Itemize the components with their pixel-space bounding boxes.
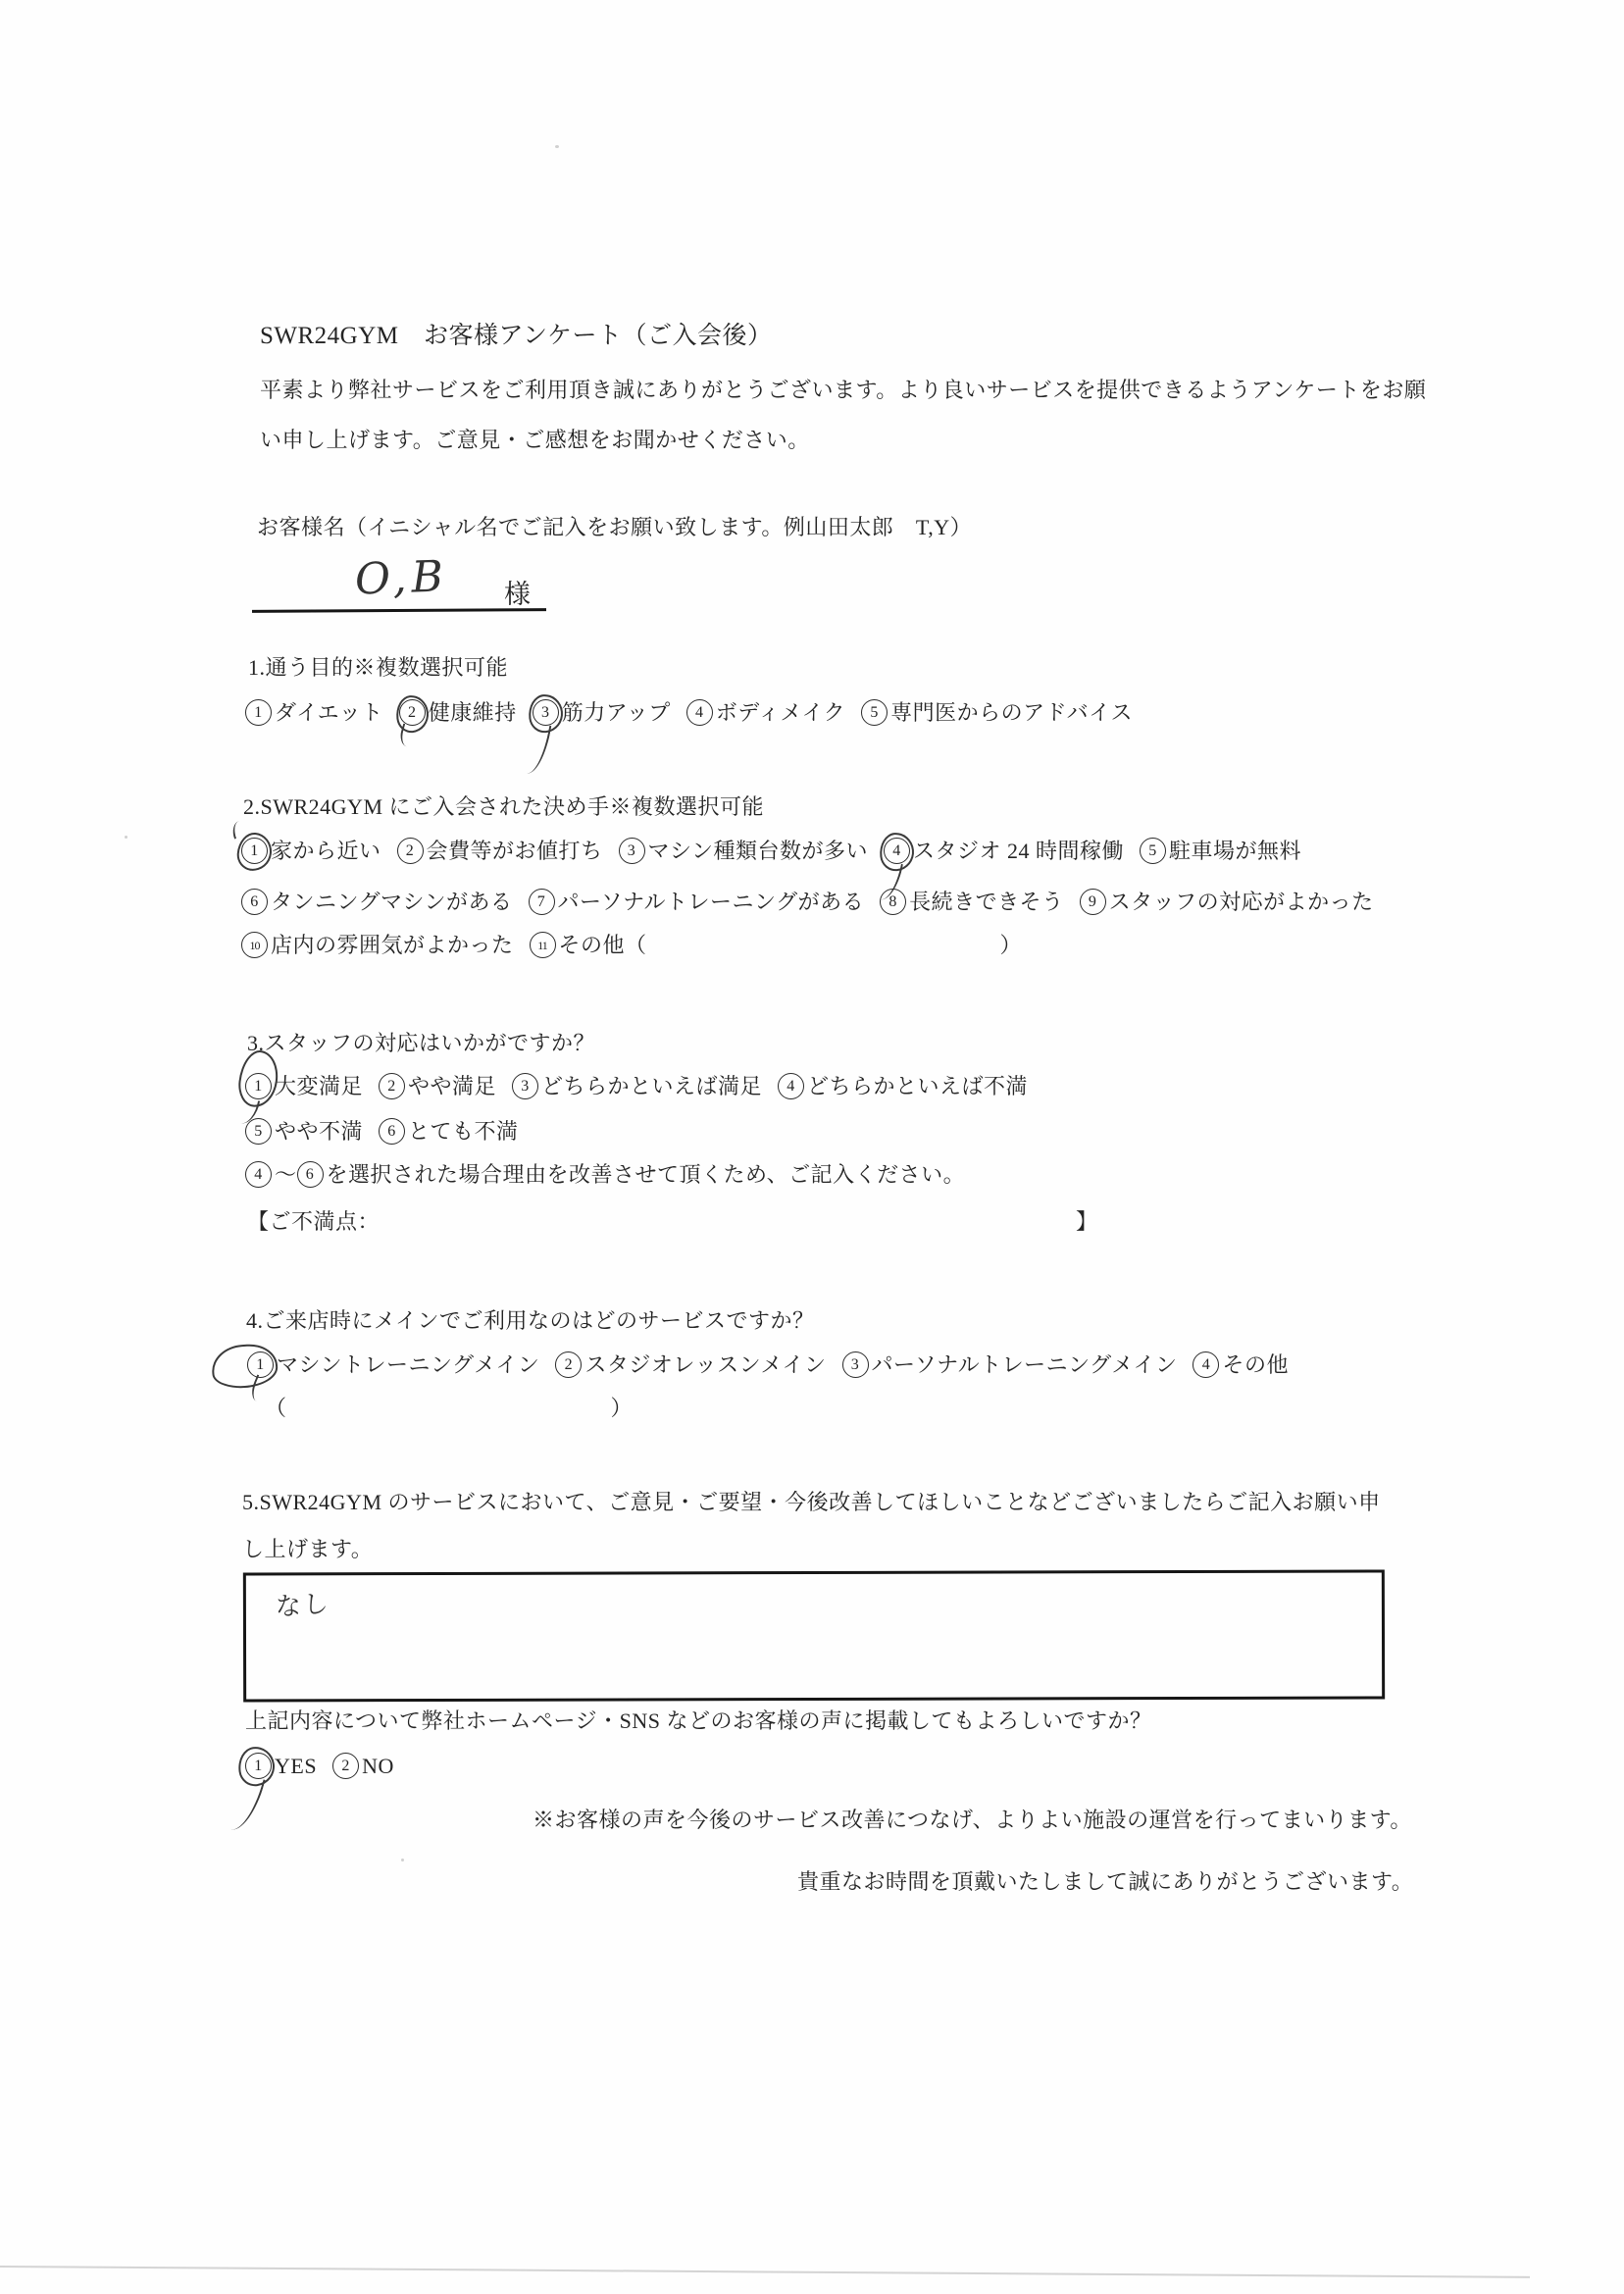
- q2-options-line2: [241, 888, 1374, 917]
- q2-header: 2.SWR24GYM にご入会された決め手※複数選択可能: [243, 794, 765, 819]
- complaint-open-bracket: 【ご不満点：: [247, 1209, 381, 1234]
- option-number-hand-circled: 1: [245, 1753, 272, 1779]
- option-label: どちらかといえば不満: [807, 1074, 1029, 1098]
- option-label: 店内の雰囲気がよかった: [271, 933, 514, 957]
- option-label: NO: [362, 1754, 394, 1778]
- option-2: [555, 1351, 826, 1380]
- name-label: お客様名（イニシャル名でご記入をお願い致します。例山田太郎 T,Y）: [257, 515, 973, 539]
- option-1: [241, 837, 381, 866]
- option-4: [686, 698, 845, 728]
- scan-artifact-line: [0, 2266, 1530, 2277]
- option-number-hand-circled: 1: [241, 838, 268, 864]
- option-label: ボディメイク: [715, 700, 846, 725]
- free-answer-box: [243, 1569, 1385, 1702]
- option-7: [529, 888, 865, 917]
- text-fragment: ～: [275, 1162, 297, 1187]
- option-number: 2: [332, 1753, 359, 1779]
- q5-header-line2: し上げます。: [242, 1537, 374, 1561]
- q3-options-line1: [245, 1072, 1028, 1101]
- option-9: [1080, 888, 1374, 917]
- option-number: 6: [241, 889, 268, 915]
- publish-options: [245, 1752, 394, 1781]
- option-number: 4: [1193, 1351, 1219, 1378]
- option-number: 10: [241, 932, 268, 958]
- option-number-hand-circled: 4: [884, 838, 910, 864]
- blank-answer-space: [287, 1413, 611, 1415]
- option-2: [399, 698, 517, 728]
- q1-header: 1.通う目的※複数選択可能: [248, 655, 509, 680]
- option-label: 会費等がお値打ち: [426, 839, 603, 863]
- handwritten-name: O,B: [354, 551, 449, 605]
- inline-circled-number: 4: [245, 1161, 272, 1188]
- option-number: 2: [397, 838, 424, 864]
- option-10: [241, 931, 514, 960]
- option-4: [884, 837, 1124, 866]
- option-label: 専門医からのアドバイス: [890, 700, 1133, 725]
- option-label: 長続きできそう: [909, 890, 1064, 914]
- footer-line2: 貴重なお時間を頂戴いたしまして誠にありがとうございます。: [797, 1869, 1414, 1894]
- option-number-hand-circled: 3: [533, 699, 559, 726]
- option-label: 健康維持: [428, 700, 517, 725]
- option-number: 4: [686, 699, 713, 726]
- text-fragment: を選択された場合理由を改善させて頂くため、ご記入ください。: [326, 1162, 966, 1187]
- option-number-hand-circled: 2: [399, 699, 426, 726]
- option-number: 2: [379, 1073, 405, 1099]
- intro-line-1: 平素より弊社サービスをご利用頂き誠にありがとうございます。より良いサービスを提供できるようアンケートをお願: [260, 378, 1427, 402]
- handwritten-answer: なし: [275, 1589, 330, 1623]
- option-label: マシン種類台数が多い: [647, 839, 868, 863]
- complaint-line: [247, 1207, 1098, 1237]
- option-5: [1140, 837, 1301, 866]
- option-label: 家から近い: [271, 839, 381, 863]
- option-label: 大変満足: [275, 1074, 364, 1098]
- name-underline: [252, 608, 546, 612]
- option-4: [1193, 1351, 1289, 1380]
- option-label: スタジオレッスンメイン: [584, 1352, 827, 1377]
- scan-artifact-speck: [401, 1859, 404, 1861]
- q3-header: 3.スタッフの対応はいかがですか？: [247, 1031, 596, 1055]
- scan-artifact-speck: [125, 836, 127, 839]
- option-4: [778, 1072, 1028, 1101]
- option-6: [379, 1117, 519, 1147]
- name-honorific: 様: [504, 580, 532, 609]
- blank-answer-space: [647, 944, 1000, 946]
- option-number: 7: [529, 889, 555, 915]
- q2-options-line1: [241, 837, 1301, 866]
- option-3: [533, 698, 671, 728]
- option-2: [379, 1072, 496, 1101]
- option-label: スタッフの対応がよかった: [1108, 890, 1374, 914]
- inline-circled-number: 6: [297, 1161, 324, 1188]
- option-number: 3: [512, 1073, 538, 1099]
- q5-header-line1: 5.SWR24GYM のサービスにおいて、ご意見・ご要望・今後改善してほしいことなどございましたらご記入お願い申: [242, 1490, 1381, 1514]
- option-number: 1: [245, 699, 272, 726]
- option-label: やや満足: [408, 1074, 497, 1098]
- option-label: タンニングマシンがある: [271, 890, 513, 914]
- option-8: [880, 888, 1064, 917]
- option-1: [247, 1351, 539, 1380]
- option-number: 8: [880, 889, 906, 915]
- option-3: [512, 1072, 762, 1101]
- option-label: ダイエット: [275, 700, 383, 725]
- option-11: [530, 931, 1023, 960]
- option-label: その他: [1222, 1352, 1289, 1377]
- close-paren: ）: [610, 1396, 634, 1420]
- option-1: [245, 698, 383, 728]
- option-label: 筋力アップ: [561, 700, 671, 725]
- option-number: 3: [619, 838, 645, 864]
- option-number: 5: [1140, 838, 1166, 864]
- q3-options-line2: [245, 1117, 519, 1147]
- option-number: 11: [530, 932, 556, 958]
- option-2: [397, 837, 603, 866]
- option-2: [332, 1752, 394, 1781]
- option-number: 9: [1080, 889, 1106, 915]
- option-number: 5: [245, 1118, 272, 1145]
- open-paren: （: [265, 1396, 287, 1420]
- scan-artifact-speck: [555, 145, 559, 148]
- complaint-close-bracket: 】: [1076, 1209, 1098, 1234]
- option-number: 4: [778, 1073, 804, 1099]
- footer-line1: ※お客様の声を今後のサービス改善につなげ、よりよい施設の運営を行ってまいります。: [533, 1808, 1412, 1832]
- option-label: とても不満: [408, 1119, 519, 1144]
- option-label: どちらかといえば満足: [541, 1074, 763, 1098]
- q1-options: [245, 698, 1133, 728]
- option-label: マシントレーニングメイン: [277, 1352, 540, 1377]
- option-3: [842, 1351, 1178, 1380]
- option-number-hand-circled: 1: [247, 1351, 274, 1378]
- option-label: やや不満: [275, 1119, 364, 1144]
- option-6: [241, 888, 513, 917]
- option-number: 5: [861, 699, 888, 726]
- option-label: その他（: [558, 933, 647, 957]
- intro-line-2: い申し上げます。ご意見・ご感想をお聞かせください。: [260, 428, 810, 452]
- option-number-hand-circled: 1: [245, 1073, 272, 1099]
- close-paren: ）: [999, 933, 1023, 957]
- option-label: 駐車場が無料: [1169, 839, 1302, 863]
- option-5: [861, 698, 1133, 728]
- option-5: [245, 1117, 363, 1147]
- option-label: パーソナルトレーニングメイン: [871, 1352, 1178, 1377]
- option-number: 2: [555, 1351, 582, 1378]
- option-label: パーソナルトレーニングがある: [557, 890, 865, 914]
- q2-options-line3: [241, 931, 1022, 960]
- q4-options: [247, 1351, 1289, 1380]
- q4-other-parens: [265, 1394, 633, 1423]
- option-1: [245, 1072, 363, 1101]
- option-number: 6: [379, 1118, 405, 1145]
- q3-note: [245, 1160, 965, 1190]
- document-title: SWR24GYM お客様アンケート（ご入会後）: [260, 323, 773, 349]
- option-number: 3: [842, 1351, 869, 1378]
- option-label: スタジオ 24 時間稼働: [912, 839, 1124, 863]
- option-3: [619, 837, 868, 866]
- option-1: [245, 1752, 317, 1781]
- publish-question: 上記内容について弊社ホームページ・SNS などのお客様の声に掲載してもよろしいですか？: [245, 1708, 1152, 1733]
- option-label: YES: [275, 1754, 318, 1778]
- q4-header: 4.ご来店時にメインでご利用なのはどのサービスですか？: [246, 1308, 815, 1333]
